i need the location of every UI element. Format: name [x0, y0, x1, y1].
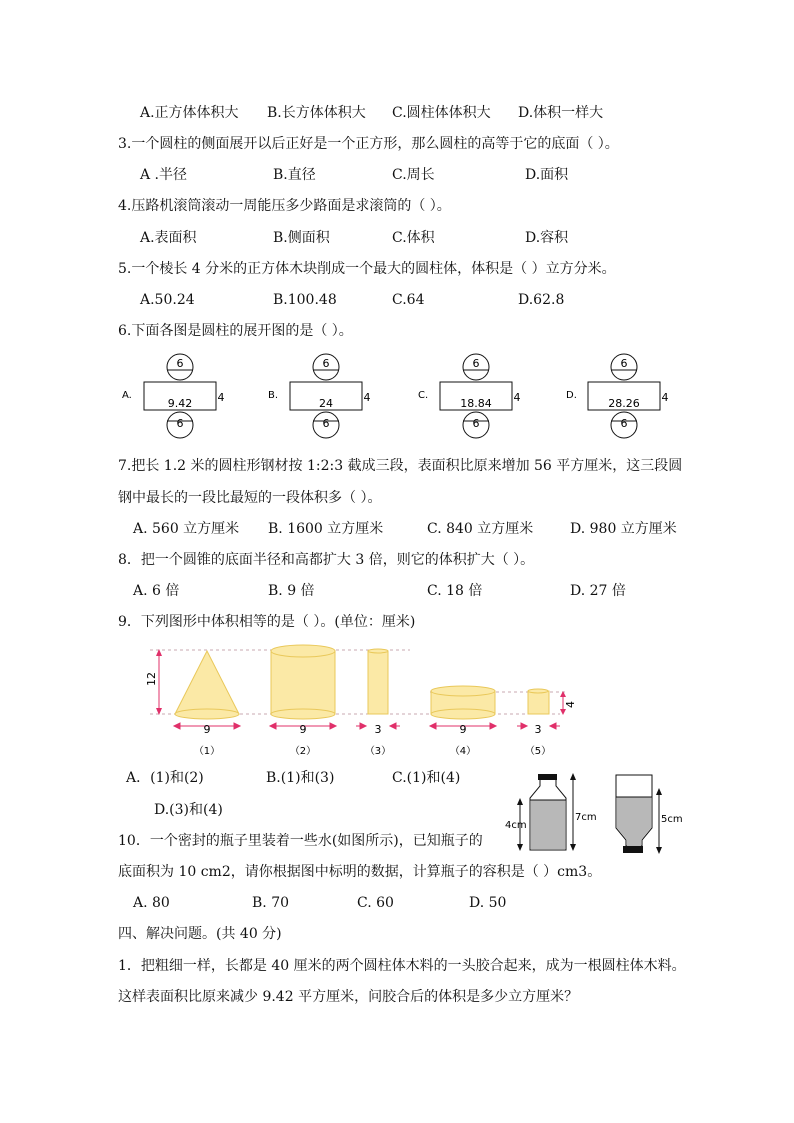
q9-opt-d: D.(3)和(4) [154, 802, 223, 818]
q3-opt-c: C.周长 [392, 167, 435, 183]
q9-opt-b: B.(1)和(3) [266, 770, 335, 786]
q6-net-option [566, 354, 669, 438]
q10-bottles-figure [0, 770, 794, 860]
q10-opt-d: D. 50 [469, 895, 507, 911]
q3-opt-b: B.直径 [273, 167, 316, 183]
q9-text: 9．下列图形中体积相等的是（ ）。(单位：厘米) [118, 614, 416, 630]
q5-opt-c: C.64 [392, 292, 425, 308]
q7-opt-c: C. 840 立方厘米 [427, 521, 534, 537]
net-side-label: 4 [217, 391, 225, 404]
q9-height-label: 12 [145, 672, 158, 686]
net-option-letter: D. [566, 390, 577, 401]
right-label: 5cm [661, 814, 683, 825]
q4-opt-d: D.容积 [525, 230, 569, 246]
q9-width-label: 9 [203, 723, 211, 736]
q2-opt-b: B.长方体体积大 [267, 105, 366, 121]
q6-net-option [418, 354, 521, 438]
q2-opt-c: C.圆柱体体积大 [392, 105, 491, 121]
q9-figure-caption: （1） [193, 746, 221, 757]
q7-line1: 7.把长 1.2 米的圆柱形钢材按 1:2:3 截成三段，表面积比原来增加 56 平方厘米，这三段圆 [118, 458, 683, 474]
q9-width-label: 3 [534, 723, 542, 736]
p1-line2: 这样表面积比原来减少 9.42 平方厘米，问胶合后的体积是多少立方厘米？ [118, 989, 579, 1005]
left-total-label: 7cm [575, 812, 597, 823]
q8-opt-c: C. 18 倍 [427, 583, 483, 599]
q4-text: 4.压路机滚筒滚动一周能压多少路面是求滚筒的（ ）。 [118, 198, 451, 214]
q3-text: 3.一个圆柱的侧面展开以后正好是一个正方形，那么圆柱的高等于它的底面（ ）。 [118, 136, 619, 152]
net-top-circle-label: 6 [322, 357, 330, 370]
q5-text: 5.一个棱长 4 分米的正方体木块削成一个最大的圆柱体，体积是（ ）立方分米。 [118, 261, 616, 277]
q8-text: 8．把一个圆锥的底面半径和高都扩大 3 倍，则它的体积扩大（ ）。 [118, 552, 535, 568]
net-option-letter: C. [418, 390, 429, 401]
q9-width-label: 3 [374, 723, 382, 736]
q10-opt-b: B. 70 [252, 895, 290, 911]
net-option-letter: B. [268, 390, 279, 401]
q5-opt-d: D.62.8 [518, 292, 565, 308]
q5-opt-b: B.100.48 [273, 292, 337, 308]
section4-title: 四、解决问题。(共 40 分) [118, 926, 282, 942]
thin-cylinder-shape [368, 649, 388, 714]
q9-figure-caption: （3） [364, 746, 392, 757]
q10-opt-c: C. 60 [357, 895, 394, 911]
q9-figure-caption: （5） [524, 746, 552, 757]
net-rect-label: 24 [319, 397, 333, 410]
net-side-label: 4 [363, 391, 371, 404]
q3-opt-d: D.面积 [525, 167, 569, 183]
net-rect-label: 28.26 [608, 397, 640, 410]
net-option-letter: A. [122, 390, 132, 401]
q8-opt-d: D. 27 倍 [570, 583, 626, 599]
net-top-circle-label: 6 [472, 357, 480, 370]
q6-net-option [268, 354, 371, 438]
q4-opt-c: C.体积 [392, 230, 435, 246]
q6-nets-figure [0, 350, 794, 450]
left-water-label: 4cm [505, 820, 527, 831]
q10-line2: 底面积为 10 cm2，请你根据图中标明的数据，计算瓶子的容积是（ ）cm3。 [118, 864, 602, 880]
q9-opt-c: C.(1)和(4) [392, 770, 461, 786]
q7-opt-d: D. 980 立方厘米 [570, 521, 677, 537]
net-side-label: 4 [513, 391, 521, 404]
big-cylinder-shape [271, 645, 335, 719]
q9-width-label: 9 [459, 723, 467, 736]
small-cylinder-shape [528, 689, 549, 714]
q8-opt-b: B. 9 倍 [268, 583, 315, 599]
q3-opt-a: A .半径 [140, 167, 188, 183]
q6-text: 6.下面各图是圆柱的展开图的是（ ）。 [118, 323, 353, 339]
net-top-circle-label: 6 [620, 357, 628, 370]
q9-opt-a: A．(1)和(2) [126, 770, 204, 786]
q9-width-label: 9 [299, 723, 307, 736]
q2-opt-a: A.正方体体积大 [140, 105, 239, 121]
q8-opt-a: A. 6 倍 [133, 583, 180, 599]
net-bottom-circle-label: 6 [620, 417, 628, 430]
net-bottom-circle-label: 6 [472, 417, 480, 430]
inverted-bottle [616, 775, 652, 853]
q2-opt-d: D.体积一样大 [518, 105, 604, 121]
short-cylinder-shape [431, 686, 495, 719]
net-top-circle-label: 6 [176, 357, 184, 370]
net-rect-label: 18.84 [460, 397, 492, 410]
q7-line2: 钢中最长的一段比最短的一段体积多（ ）。 [118, 490, 382, 506]
net-rect-label: 9.42 [167, 397, 193, 410]
q7-opt-a: A. 560 立方厘米 [133, 521, 240, 537]
q9-figure-caption: （4） [449, 746, 477, 757]
net-side-label: 4 [661, 391, 669, 404]
q7-opt-b: B. 1600 立方厘米 [268, 521, 384, 537]
p1-line1: 1．把粗细一样，长都是 40 厘米的两个圆柱体木料的一头胶合起来，成为一根圆柱体木料。 [118, 958, 686, 974]
net-bottom-circle-label: 6 [176, 417, 184, 430]
net-bottom-circle-label: 6 [322, 417, 330, 430]
q5-opt-a: A.50.24 [140, 292, 195, 308]
upright-bottle [530, 774, 566, 850]
cone-shape [175, 651, 239, 719]
q9-small-height-label: 4 [564, 701, 577, 708]
q9-solids-figure [0, 642, 794, 757]
q10-opt-a: A. 80 [133, 895, 170, 911]
q4-opt-b: B.侧面积 [273, 230, 330, 246]
q10-line1: 10．一个密封的瓶子里装着一些水(如图所示)，已知瓶子的 [118, 833, 483, 849]
q4-opt-a: A.表面积 [140, 230, 197, 246]
q9-figure-caption: （2） [289, 746, 317, 757]
q6-net-option [122, 354, 225, 438]
